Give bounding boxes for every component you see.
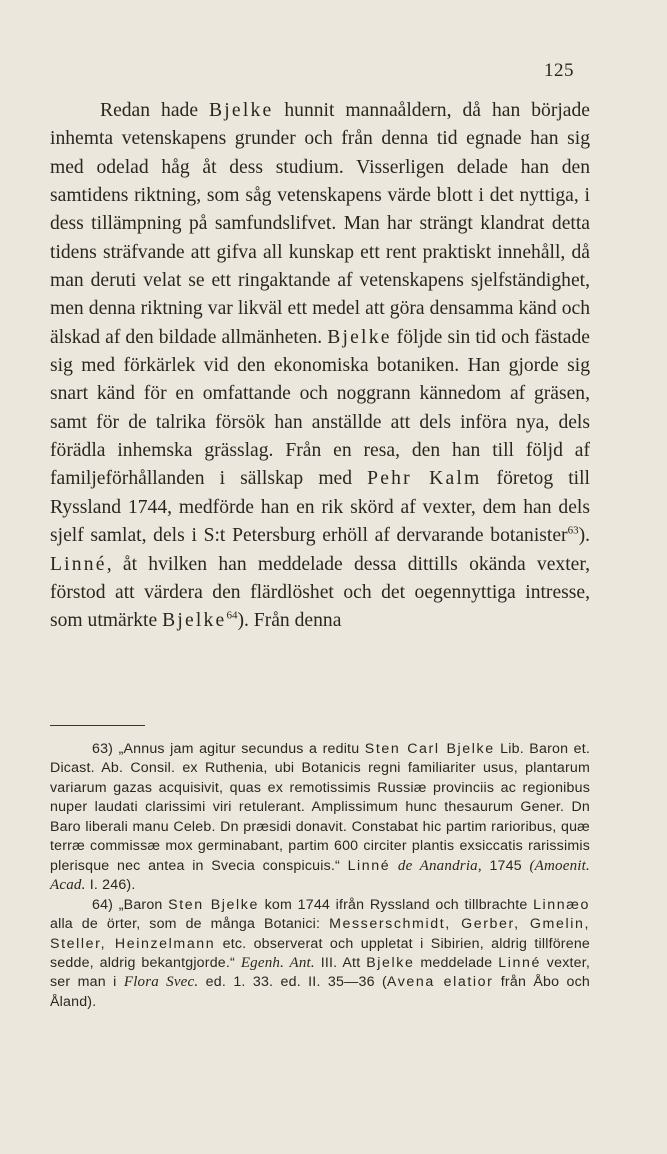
footnotes [50,740,590,1012]
body-text: hunnit mannaåldern, då han började inhemta vetenskapens grunder och från denna tid egnade han sig med odelad håg åt dess studium. Visserligen delade han den samtidens riktning, som såg vetenskapens värde blott i det nyttiga, i dess tillämpning på samfundslifvet. Man har strängt klandrat detta tidens sträfvande att gifva all kunskap ett rent praktiskt innehåll, då man deruti velat se ett ringaktande af vetenskapens sjelfständighet, men denna riktning var likväl ett medel att göra densamma känd och älskad af den bildade allmänheten. [50,100,590,348]
body-text: ). Från denna [237,610,342,632]
footnote-64 [50,896,590,1013]
footnote-text: 1745 [481,857,530,874]
footnote-text: alla de örter, som de många Botanici: [50,916,330,933]
footnote-reference[interactable]: 63 [567,524,579,537]
footnote-text: vexter, ser man i [50,954,590,991]
body-text: Redan hade [100,100,210,121]
footnote-text: III. Att [314,954,367,971]
body-paragraph [50,97,590,636]
footnote-text: I. 246). [85,877,136,894]
body-text: företog till Ryssland 1744, medförde han en rik skörd af vexter, dem han dels sjelf samlat, dels i S:t Petersburg erhöll af dervarande botanister [50,468,590,547]
person-name: Bjelke [209,100,274,121]
body-text: , åt hvilken han meddelade dessa dittills okända vexter, förstod att värdera den flärdlöshet och det oegennyttiga intresse, som utmärkte [50,553,590,632]
person-name: Linné [347,857,391,874]
footnote-text: 63) „Annus jam agitur secundus a reditu [92,741,365,757]
person-name: Sten Bjelke [168,896,259,913]
plant-name: Avena elatior [386,974,494,991]
person-name: Bjelke [162,610,227,632]
footnote-text: från Åbo och Åland). [50,974,591,1010]
work-title: de Anandria, [397,857,482,874]
footnote-text: ed. 1. 33. ed. II. 35—36 ( [198,974,387,991]
person-name: Linné [498,954,541,971]
main-text [50,97,590,636]
footnote-text: meddelade [414,954,499,971]
person-name: Sten Carl Bjelke [364,741,495,757]
page-number: 125 [544,60,574,81]
person-name: Linnæo [533,896,590,913]
person-name: Bjelke [366,954,415,971]
person-name: Linné [50,553,107,575]
work-title: Flora Svec. [123,974,199,991]
person-name: Messerschmidt, Gerber, Gmelin, Steller, Heinzelmann [50,916,590,952]
body-text: ). [578,525,590,547]
person-name: Pehr Kalm [367,468,482,490]
footnote-63 [50,740,590,896]
footnote-text: etc. observerat och uppletat i Sibirien, aldrig tillförene sedde, aldrig bekantgjorde.“ [50,935,590,971]
footnote-reference[interactable]: 64 [226,609,238,622]
footnote-divider [50,725,145,726]
body-text: följde sin tid och fästade sig med förkärlek vid den ekonomiska botaniken. Han gjorde sig snart känd för en omfattande och noggrann kännedom af gräsen, samt för de talrika försök han anställde att dels införa nya, dels förädla inhemska grässlag. Från en resa, den han till följd af familjeförhållanden i sällskap med [50,326,590,490]
footnote-text: 64) „Baron [92,896,169,913]
footnote-text: Lib. Baron et. Dicast. Ab. Consil. ex Ruthenia, ubi Botanicis regni familiariter usus, plantarum variarum gazas acquisivit, quas ex remotissimis Russiæ provinciis ac regionibus nuper laudati clarissimi viri retulerant. Amplissimum hunc thesaurum Gener. Dn Baro liberali manu Celeb. Dn præsidi donavit. Constabat hic partim rarioribus, quæ terræ commissæ mox germinabant, partim 600 circiter plantis exsiccatis rarissimis plerisque nec antea in Svecia conspicuis.“ [50,741,591,874]
footnote-text: kom 1744 ifrån Ryssland och tillbrachte [259,896,534,913]
footnote-text [390,858,398,874]
work-title: (Amoenit. Acad. [50,857,590,894]
person-name: Bjelke [327,326,392,348]
work-title: Egenh. Ant. [240,954,315,971]
